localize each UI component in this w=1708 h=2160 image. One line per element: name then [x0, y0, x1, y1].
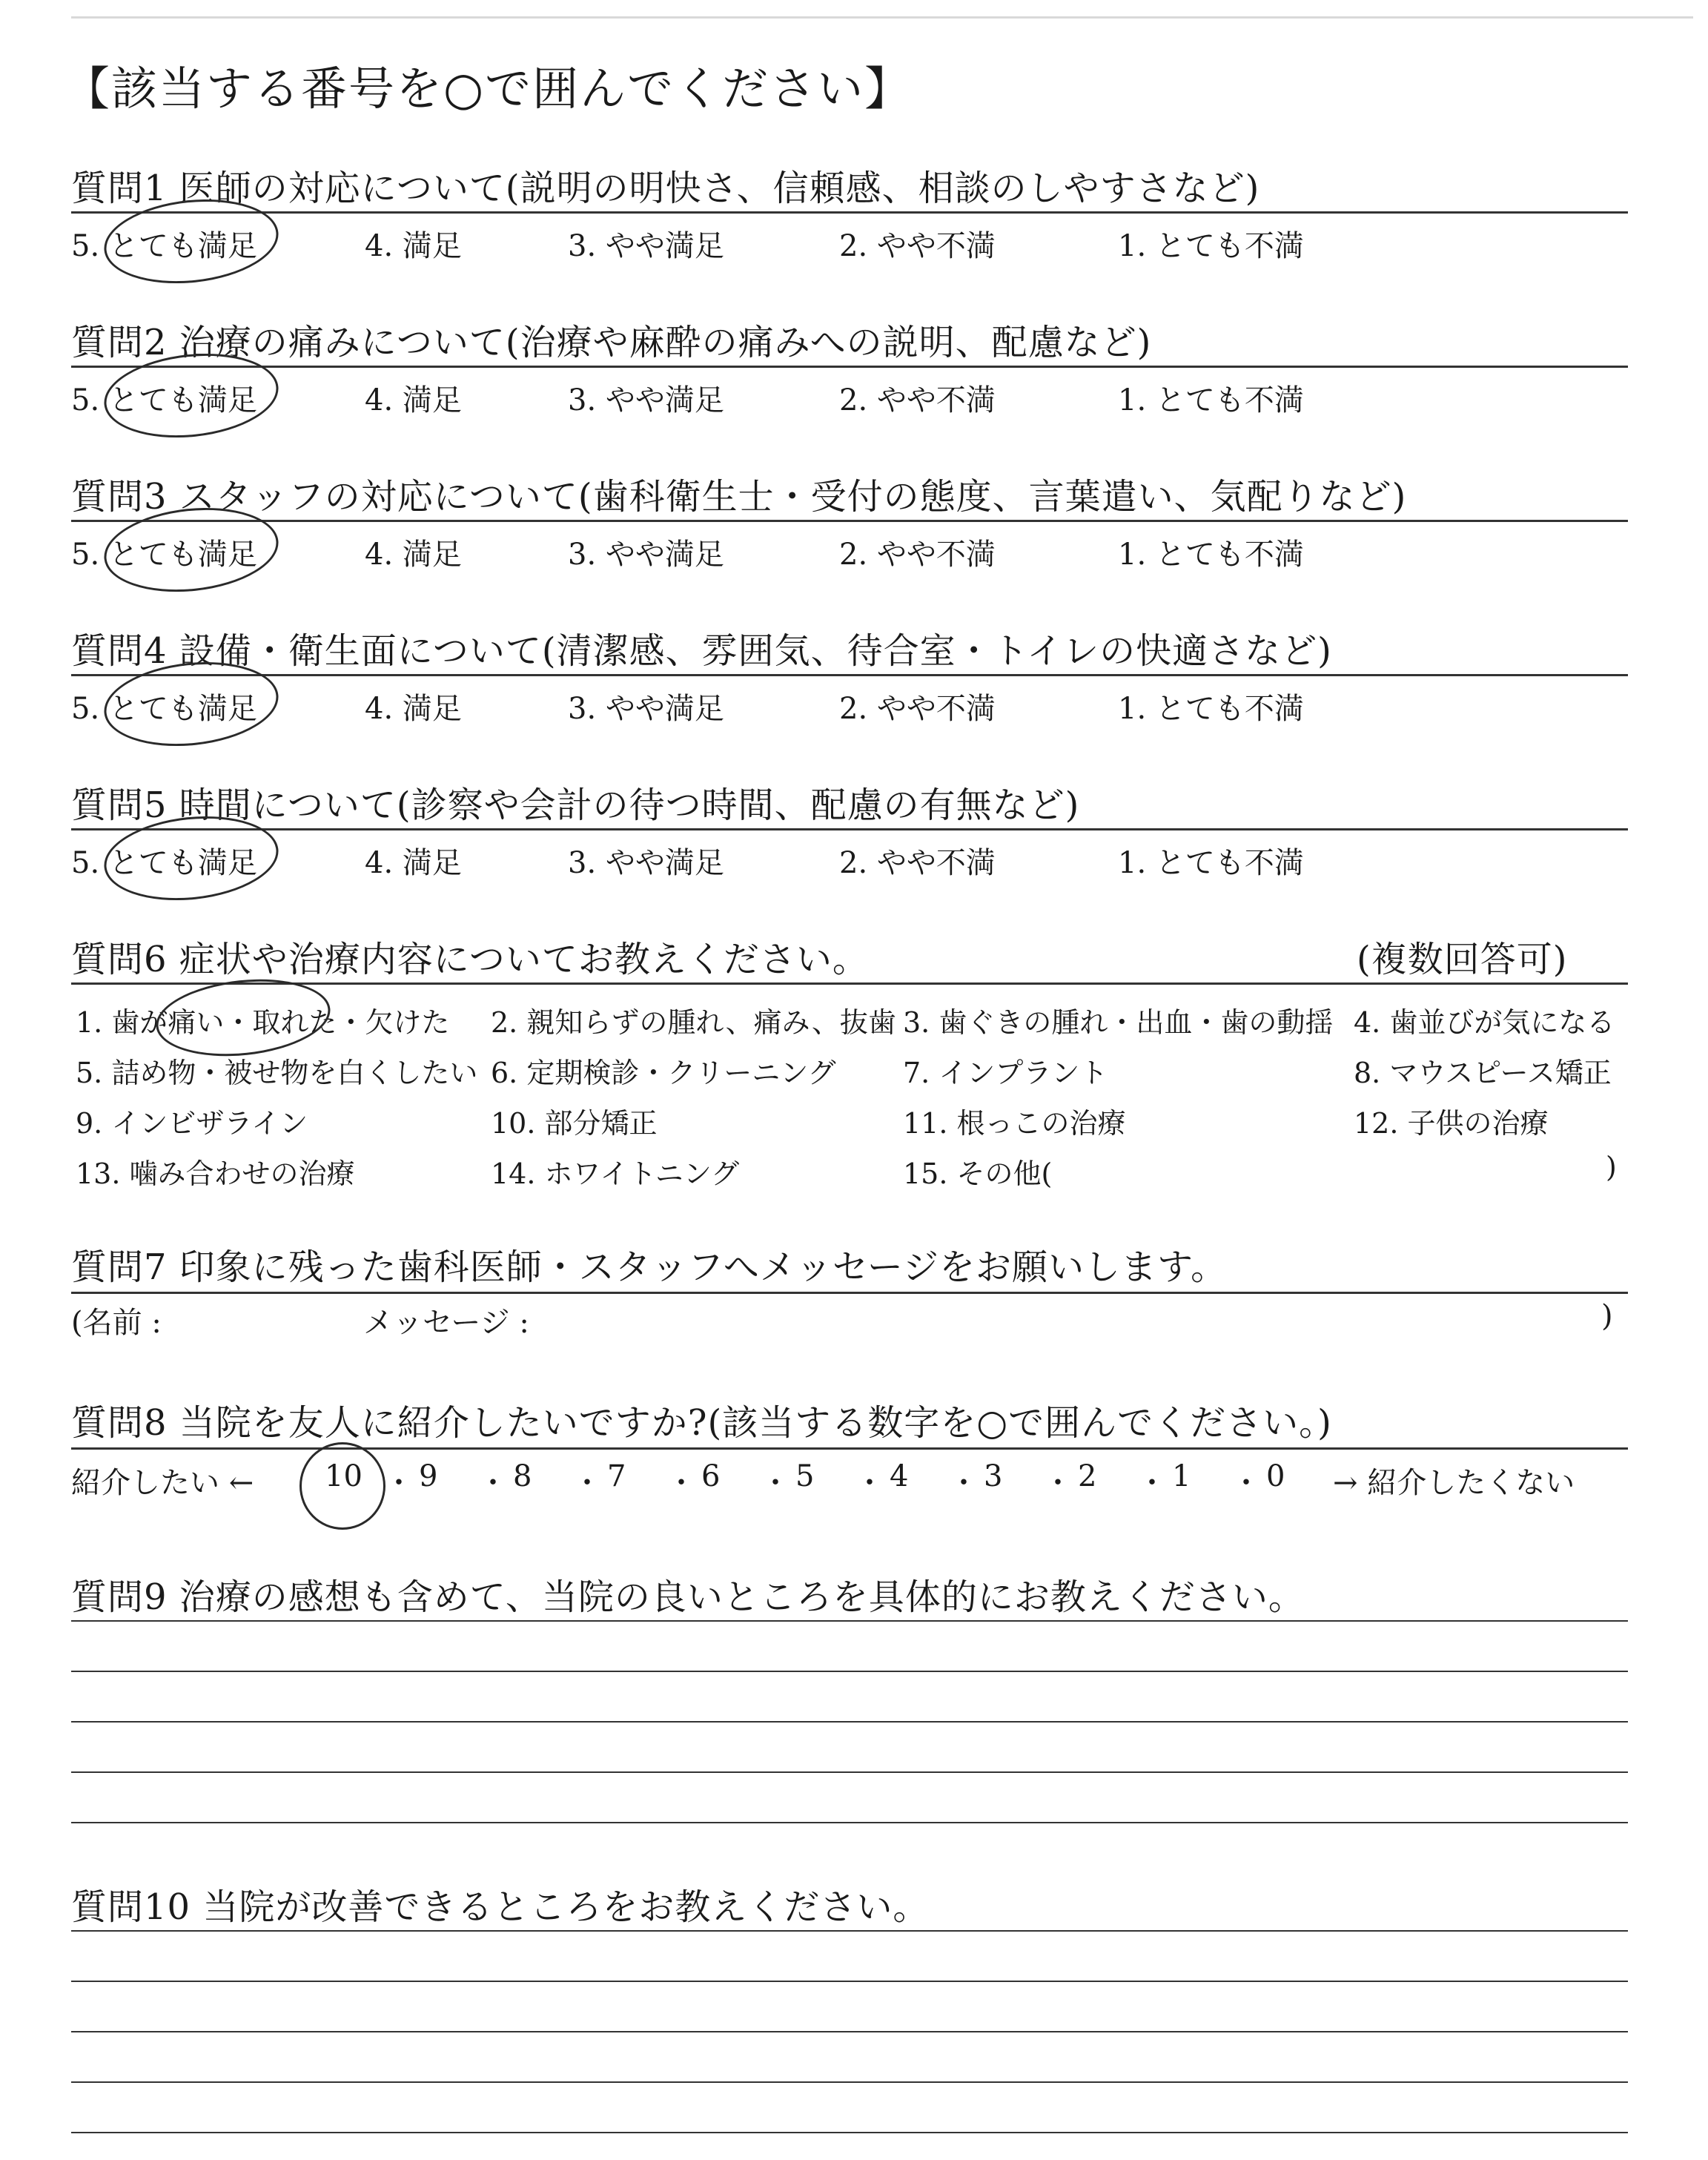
q2-rating-option: 4. 満足 — [365, 383, 462, 417]
q6-other-close-paren: ) — [1606, 1151, 1617, 1183]
q5-rating-option: 1. とても不満 — [1118, 846, 1304, 880]
q6-option: 7. インプラント — [903, 1057, 1108, 1089]
q8-rule — [71, 1447, 1628, 1450]
q6-option: 8. マウスピース矯正 — [1354, 1057, 1612, 1089]
q7-name-label: (名前 : — [71, 1306, 162, 1340]
q6-option: 13. 噛み合わせの治療 — [76, 1157, 355, 1190]
q5-rating-option: 3. やや満足 — [568, 846, 724, 880]
q6-rule — [71, 982, 1628, 985]
q5-rating-option: 4. 満足 — [365, 846, 462, 880]
q3-title: 質問3 スタッフの対応について(歯科衛生士・受付の態度、言葉遣い、気配りなど) — [71, 476, 1407, 518]
q9-line — [71, 1620, 1628, 1622]
q10-line — [71, 1930, 1628, 1932]
q6-option: 15. その他( — [903, 1157, 1053, 1190]
q3-rating-option: 5. とても満足 — [71, 538, 257, 572]
q8-scale-dot: ・ — [1137, 1466, 1167, 1500]
q8-scale-dot: ・ — [384, 1466, 414, 1500]
q8-title: 質問8 当院を友人に紹介したいですか?(該当する数字を○で囲んでください。) — [71, 1402, 1332, 1444]
q6-option: 12. 子供の治療 — [1354, 1107, 1549, 1140]
q8-scale-number: 9 — [419, 1459, 438, 1493]
q3-rating-option: 4. 満足 — [365, 538, 462, 572]
q2-rating-option: 3. やや満足 — [568, 383, 724, 417]
q4-title: 質問4 設備・衛生面について(清潔感、雰囲気、待合室・トイレの快適さなど) — [71, 630, 1332, 672]
q6-option: 1. 歯が痛い・取れた・欠けた — [76, 1006, 450, 1039]
q8-scale-dot: ・ — [1043, 1466, 1073, 1500]
q8-scale-dot: ・ — [761, 1466, 790, 1500]
q6-option: 9. インビザライン — [76, 1107, 308, 1140]
q1-rating-option: 5. とても満足 — [71, 229, 257, 263]
q6-title: 質問6 症状や治療内容についてお教えください。 — [71, 939, 869, 980]
q9-line — [71, 1721, 1628, 1723]
q6-option: 5. 詰め物・被せ物を白くしたい — [76, 1057, 478, 1089]
q6-option: 3. 歯ぐきの腫れ・出血・歯の動揺 — [903, 1006, 1334, 1039]
q1-rating-option: 4. 満足 — [365, 229, 462, 263]
q2-rating-option: 5. とても満足 — [71, 383, 257, 417]
q2-title: 質問2 治療の痛みについて(治療や麻酔の痛みへの説明、配慮など) — [71, 322, 1152, 363]
q6-option: 11. 根っこの治療 — [903, 1107, 1126, 1140]
q2-rating-option: 2. やや不満 — [839, 383, 996, 417]
q8-scale-dot: ・ — [1231, 1466, 1261, 1500]
q1-rating-option: 2. やや不満 — [839, 229, 996, 263]
q10-line — [71, 1981, 1628, 1982]
q8-scale-number: 10 — [325, 1459, 363, 1493]
q5-rule — [71, 828, 1628, 830]
q7-title: 質問7 印象に残った歯科医師・スタッフへメッセージをお願いします。 — [71, 1246, 1228, 1288]
q7-rule — [71, 1292, 1628, 1294]
q3-rating-option: 3. やや満足 — [568, 538, 724, 572]
q8-scale-number: 5 — [795, 1459, 815, 1493]
q5-rating-option: 5. とても満足 — [71, 846, 257, 880]
q6-option: 14. ホワイトニング — [491, 1157, 740, 1190]
q6-option: 6. 定期検診・クリーニング — [491, 1057, 836, 1089]
q10-line — [71, 2031, 1628, 2032]
q8-scale-number: 2 — [1078, 1459, 1097, 1493]
q8-scale-dot: ・ — [666, 1466, 696, 1500]
q8-scale-number: 7 — [607, 1459, 626, 1493]
q8-scale-number: 8 — [513, 1459, 532, 1493]
q10-line — [71, 2132, 1628, 2133]
q8-scale-number: 4 — [890, 1459, 909, 1493]
q3-rule — [71, 520, 1628, 522]
q6-note: (複数回答可) — [1357, 939, 1568, 980]
q6-option: 10. 部分矯正 — [491, 1107, 658, 1140]
q9-line — [71, 1771, 1628, 1773]
q4-rating-option: 1. とても不満 — [1118, 692, 1304, 726]
q8-scale-dot: ・ — [855, 1466, 884, 1500]
q7-message-label: メッセージ : — [363, 1306, 529, 1340]
q6-option: 4. 歯並びが気になる — [1354, 1006, 1615, 1039]
q1-rating-option: 3. やや満足 — [568, 229, 724, 263]
q3-rating-option: 1. とても不満 — [1118, 538, 1304, 572]
q4-rating-option: 4. 満足 — [365, 692, 462, 726]
scan-top-edge — [71, 16, 1693, 19]
q4-rating-option: 3. やや満足 — [568, 692, 724, 726]
q10-line — [71, 2081, 1628, 2083]
q8-scale-dot: ・ — [572, 1466, 602, 1500]
page-header: 【該当する番号を○で囲んでください】 — [64, 62, 913, 116]
q6-option: 2. 親知らずの腫れ、痛み、抜歯 — [491, 1006, 896, 1039]
q4-rating-option: 2. やや不満 — [839, 692, 996, 726]
q5-title: 質問5 時間について(診察や会計の待つ時間、配慮の有無など) — [71, 785, 1080, 826]
q8-right-label: → 紹介したくない — [1333, 1466, 1575, 1500]
q1-rule — [71, 211, 1628, 214]
q1-title: 質問1 医師の対応について(説明の明快さ、信頼感、相談のしやすさなど) — [71, 168, 1260, 209]
q4-rule — [71, 674, 1628, 676]
q9-line — [71, 1822, 1628, 1823]
q8-scale-number: 0 — [1266, 1459, 1285, 1493]
q2-rating-option: 1. とても不満 — [1118, 383, 1304, 417]
q8-scale-dot: ・ — [949, 1466, 979, 1500]
q4-rating-option: 5. とても満足 — [71, 692, 257, 726]
q8-scale-dot: ・ — [478, 1466, 508, 1500]
q8-scale-number: 6 — [701, 1459, 721, 1493]
q2-rule — [71, 366, 1628, 368]
q8-scale-number: 1 — [1172, 1459, 1191, 1493]
q3-rating-option: 2. やや不満 — [839, 538, 996, 572]
q8-left-label: 紹介したい ← — [71, 1466, 254, 1500]
q9-line — [71, 1671, 1628, 1672]
q5-rating-option: 2. やや不満 — [839, 846, 996, 880]
q9-title: 質問9 治療の感想も含めて、当院の良いところを具体的にお教えください。 — [71, 1576, 1305, 1618]
q10-title: 質問10 当院が改善できるところをお教えください。 — [71, 1886, 930, 1928]
q7-close-paren: ) — [1601, 1299, 1613, 1333]
q8-scale-number: 3 — [984, 1459, 1003, 1493]
q1-rating-option: 1. とても不満 — [1118, 229, 1304, 263]
